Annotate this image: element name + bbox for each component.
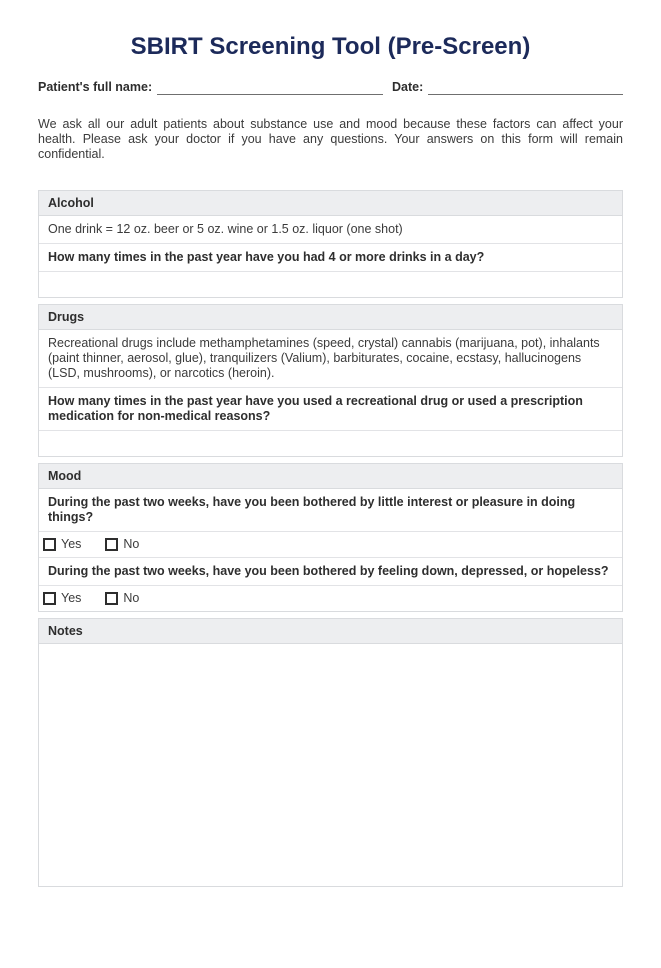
mood-q1-yes-label: Yes bbox=[61, 537, 82, 551]
page-title: SBIRT Screening Tool (Pre-Screen) bbox=[130, 33, 531, 60]
notes-section bbox=[38, 618, 623, 887]
mood-q2-no-label: No bbox=[123, 591, 140, 605]
form-sections bbox=[38, 190, 623, 887]
mood-q1-no-option bbox=[105, 537, 139, 552]
drugs-question: How many times in the past year have you used a recreational drug or used a prescription medication for non-medical reasons? bbox=[39, 388, 622, 431]
date-label: Date: bbox=[392, 80, 424, 94]
mood-q1-no-label: No bbox=[123, 537, 140, 551]
mood-q1-yes-option bbox=[43, 537, 81, 552]
patient-date-row bbox=[38, 80, 623, 95]
mood-question-1: During the past two weeks, have you been bothered by little interest or pleasure in doing things? bbox=[39, 489, 622, 532]
mood-section bbox=[38, 463, 623, 612]
intro-text: We ask all our adult patients about substance use and mood because these factors can affect your health. Please ask your doctor if you have any questions. Your answers on this form will remain confidential. bbox=[38, 117, 623, 161]
mood-q2-yes-option bbox=[43, 591, 81, 606]
alcohol-answer-field[interactable] bbox=[39, 272, 622, 297]
notes-section-header: Notes bbox=[39, 619, 622, 644]
drugs-section-header: Drugs bbox=[39, 305, 622, 330]
mood-q1-yes-checkbox[interactable] bbox=[43, 538, 56, 551]
mood-question-2-choices bbox=[39, 586, 622, 611]
alcohol-section bbox=[38, 190, 623, 298]
mood-q2-no-option bbox=[105, 591, 139, 606]
form-page bbox=[0, 33, 661, 968]
mood-question-1-choices bbox=[39, 532, 622, 558]
drugs-description: Recreational drugs include methamphetamines (speed, crystal) cannabis (marijuana, pot), inhalants (paint thinner, aerosol, glue), tranquilizers (Valium), barbiturates, cocaine, ecstasy, hallucinogens (LSD, mushrooms), or narcotics (heroin). bbox=[39, 330, 622, 388]
patient-name-label: Patient's full name: bbox=[38, 80, 153, 94]
drugs-section bbox=[38, 304, 623, 457]
mood-q1-no-checkbox[interactable] bbox=[105, 538, 118, 551]
mood-q2-yes-label: Yes bbox=[61, 591, 82, 605]
alcohol-question: How many times in the past year have you had 4 or more drinks in a day? bbox=[39, 244, 622, 272]
notes-field[interactable] bbox=[39, 644, 622, 886]
patient-name-field[interactable] bbox=[157, 81, 383, 95]
alcohol-description: One drink = 12 oz. beer or 5 oz. wine or 1.5 oz. liquor (one shot) bbox=[39, 216, 622, 244]
mood-q2-yes-checkbox[interactable] bbox=[43, 592, 56, 605]
drugs-answer-field[interactable] bbox=[39, 431, 622, 456]
mood-q2-no-checkbox[interactable] bbox=[105, 592, 118, 605]
date-field[interactable] bbox=[428, 81, 623, 95]
mood-section-header: Mood bbox=[39, 464, 622, 489]
mood-question-2: During the past two weeks, have you been bothered by feeling down, depressed, or hopeless? bbox=[39, 558, 622, 586]
alcohol-section-header: Alcohol bbox=[39, 191, 622, 216]
